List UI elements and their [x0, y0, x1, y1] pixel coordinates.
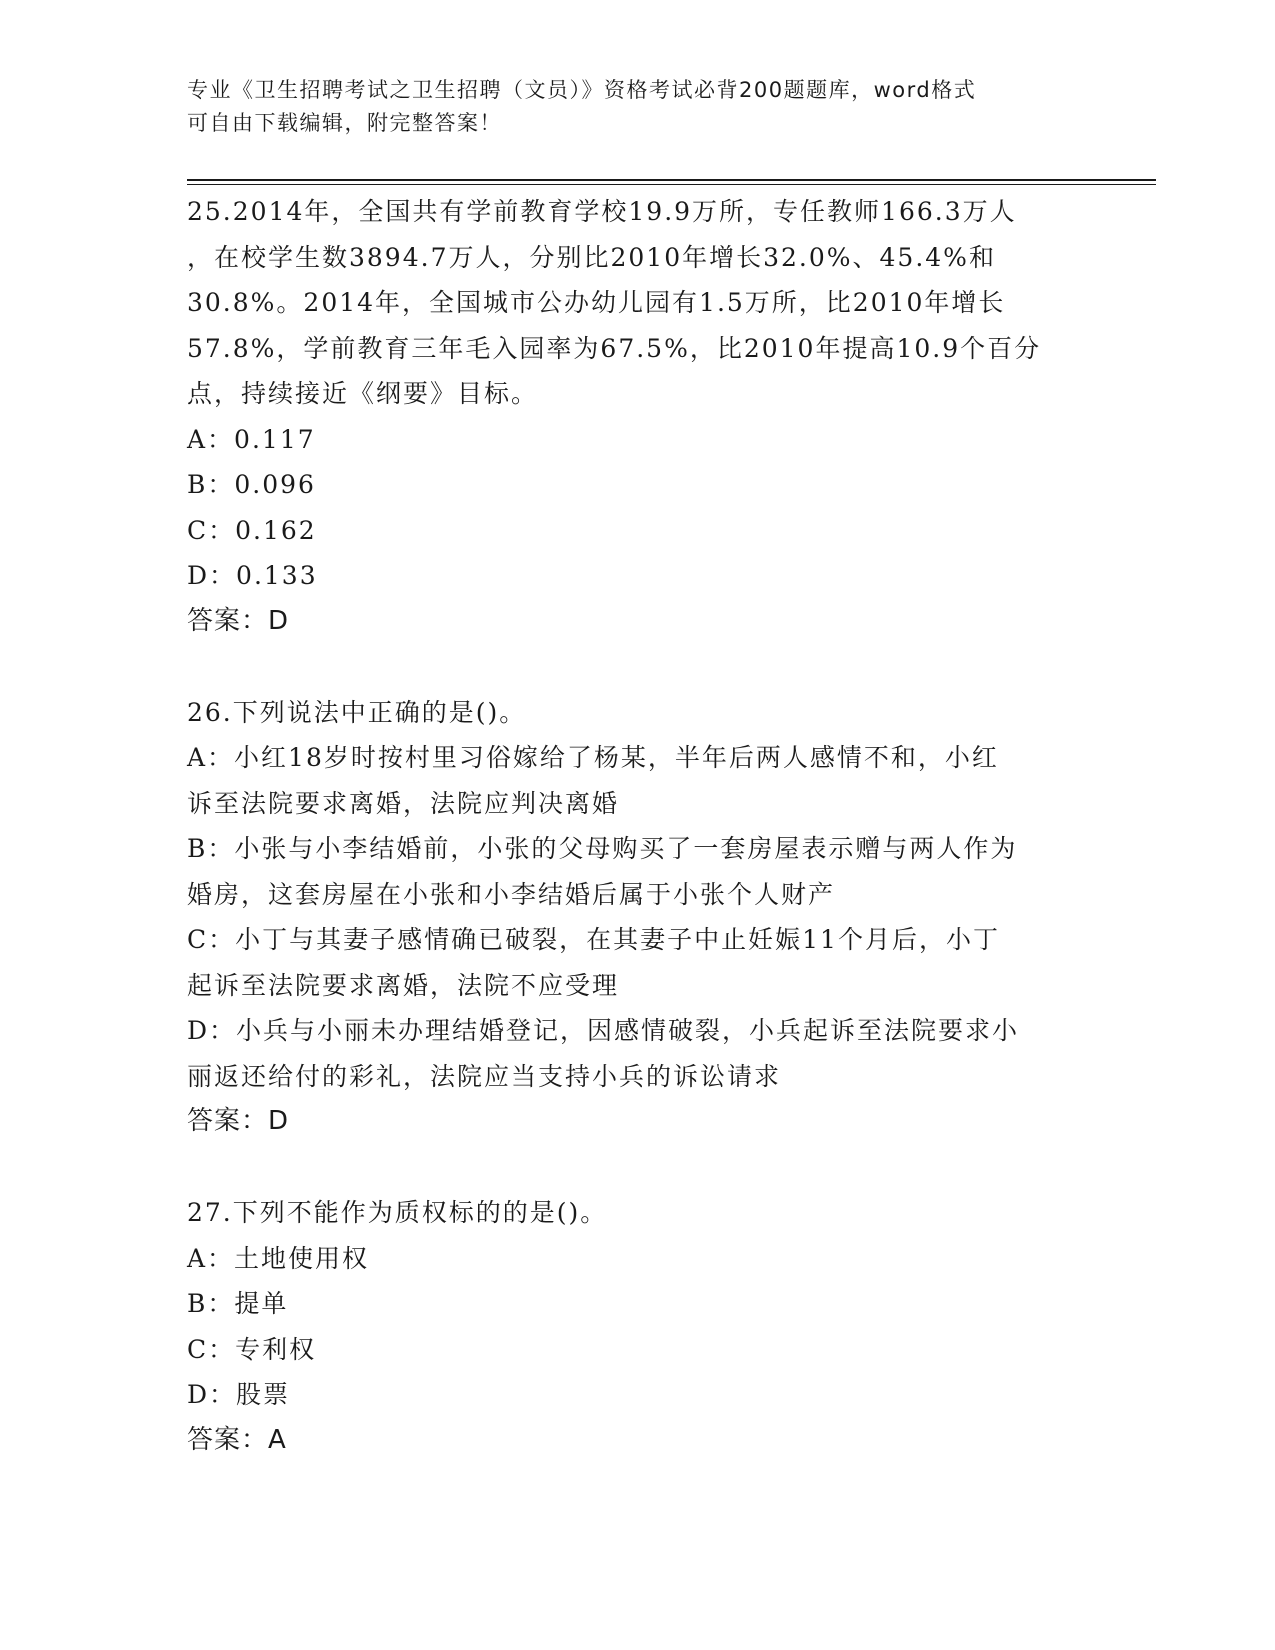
document-header — [187, 74, 1067, 140]
option-d: D：0.133 — [187, 561, 318, 590]
header-title-line-1: 专业《卫生招聘考试之卫生招聘（文员）》资格考试必背200题题库，word格式 — [187, 78, 977, 102]
option-a: A：0.117 — [187, 424, 316, 454]
question-stem-line: ，在校学生数3894.7万人，分别比2010年增长32.0%、45.4%和 — [187, 242, 996, 272]
option-b: B：0.096 — [187, 470, 316, 499]
option-a: A：小红18岁时按村里习俗嫁给了杨某，半年后两人感情不和，小红 — [187, 743, 999, 772]
answer-line: 答案：D — [187, 1106, 290, 1136]
option-c: C：0.162 — [187, 515, 317, 545]
question-stem-line: 25.2014年，全国共有学前教育学校19.9万所，专任教师166.3万人 — [187, 197, 1017, 226]
question-stem-line: 26.下列说法中正确的是()。 — [187, 697, 527, 727]
option-a-continued: 诉至法院要求离婚，法院应判决离婚 — [187, 788, 620, 818]
answer-line: 答案：A — [187, 1424, 287, 1455]
option-b: B：小张与小李结婚前，小张的父母购买了一套房屋表示赠与两人作为 — [187, 834, 1018, 863]
header-divider-thick — [187, 179, 1156, 181]
option-c: C：小丁与其妻子感情确已破裂，在其妻子中止妊娠11个月后，小丁 — [187, 925, 1000, 954]
option-d: D：股票 — [187, 1380, 291, 1409]
option-b-continued: 婚房，这套房屋在小张和小李结婚后属于小张个人财产 — [187, 879, 836, 909]
question-26 — [187, 690, 1087, 1145]
option-d: D：小兵与小丽未办理结婚登记，因感情破裂，小兵起诉至法院要求小 — [187, 1016, 1020, 1045]
question-25 — [187, 189, 1087, 644]
option-b: B：提单 — [187, 1289, 289, 1318]
option-c: C：专利权 — [187, 1334, 317, 1364]
question-stem-line: 27.下列不能作为质权标的的是()。 — [187, 1198, 608, 1227]
question-spacer — [187, 644, 1087, 690]
question-list — [187, 189, 1087, 1463]
answer-line: 答案：D — [187, 605, 290, 636]
option-d-continued: 丽返还给付的彩礼，法院应当支持小兵的诉讼请求 — [187, 1061, 782, 1091]
question-spacer — [187, 1145, 1087, 1191]
header-divider-thin — [187, 184, 1156, 185]
question-27 — [187, 1190, 1087, 1463]
option-a: A：土地使用权 — [187, 1243, 370, 1273]
question-stem-line: 30.8%。2014年，全国城市公办幼儿园有1.5万所，比2010年增长 — [187, 288, 1006, 317]
question-stem-line: 57.8%，学前教育三年毛入园率为67.5%，比2010年提高10.9个百分 — [187, 333, 1042, 363]
option-c-continued: 起诉至法院要求离婚，法院不应受理 — [187, 970, 620, 1000]
question-stem-line: 点，持续接近《纲要》目标。 — [187, 379, 539, 408]
header-title-line-2: 可自由下载编辑，附完整答案！ — [187, 111, 502, 135]
